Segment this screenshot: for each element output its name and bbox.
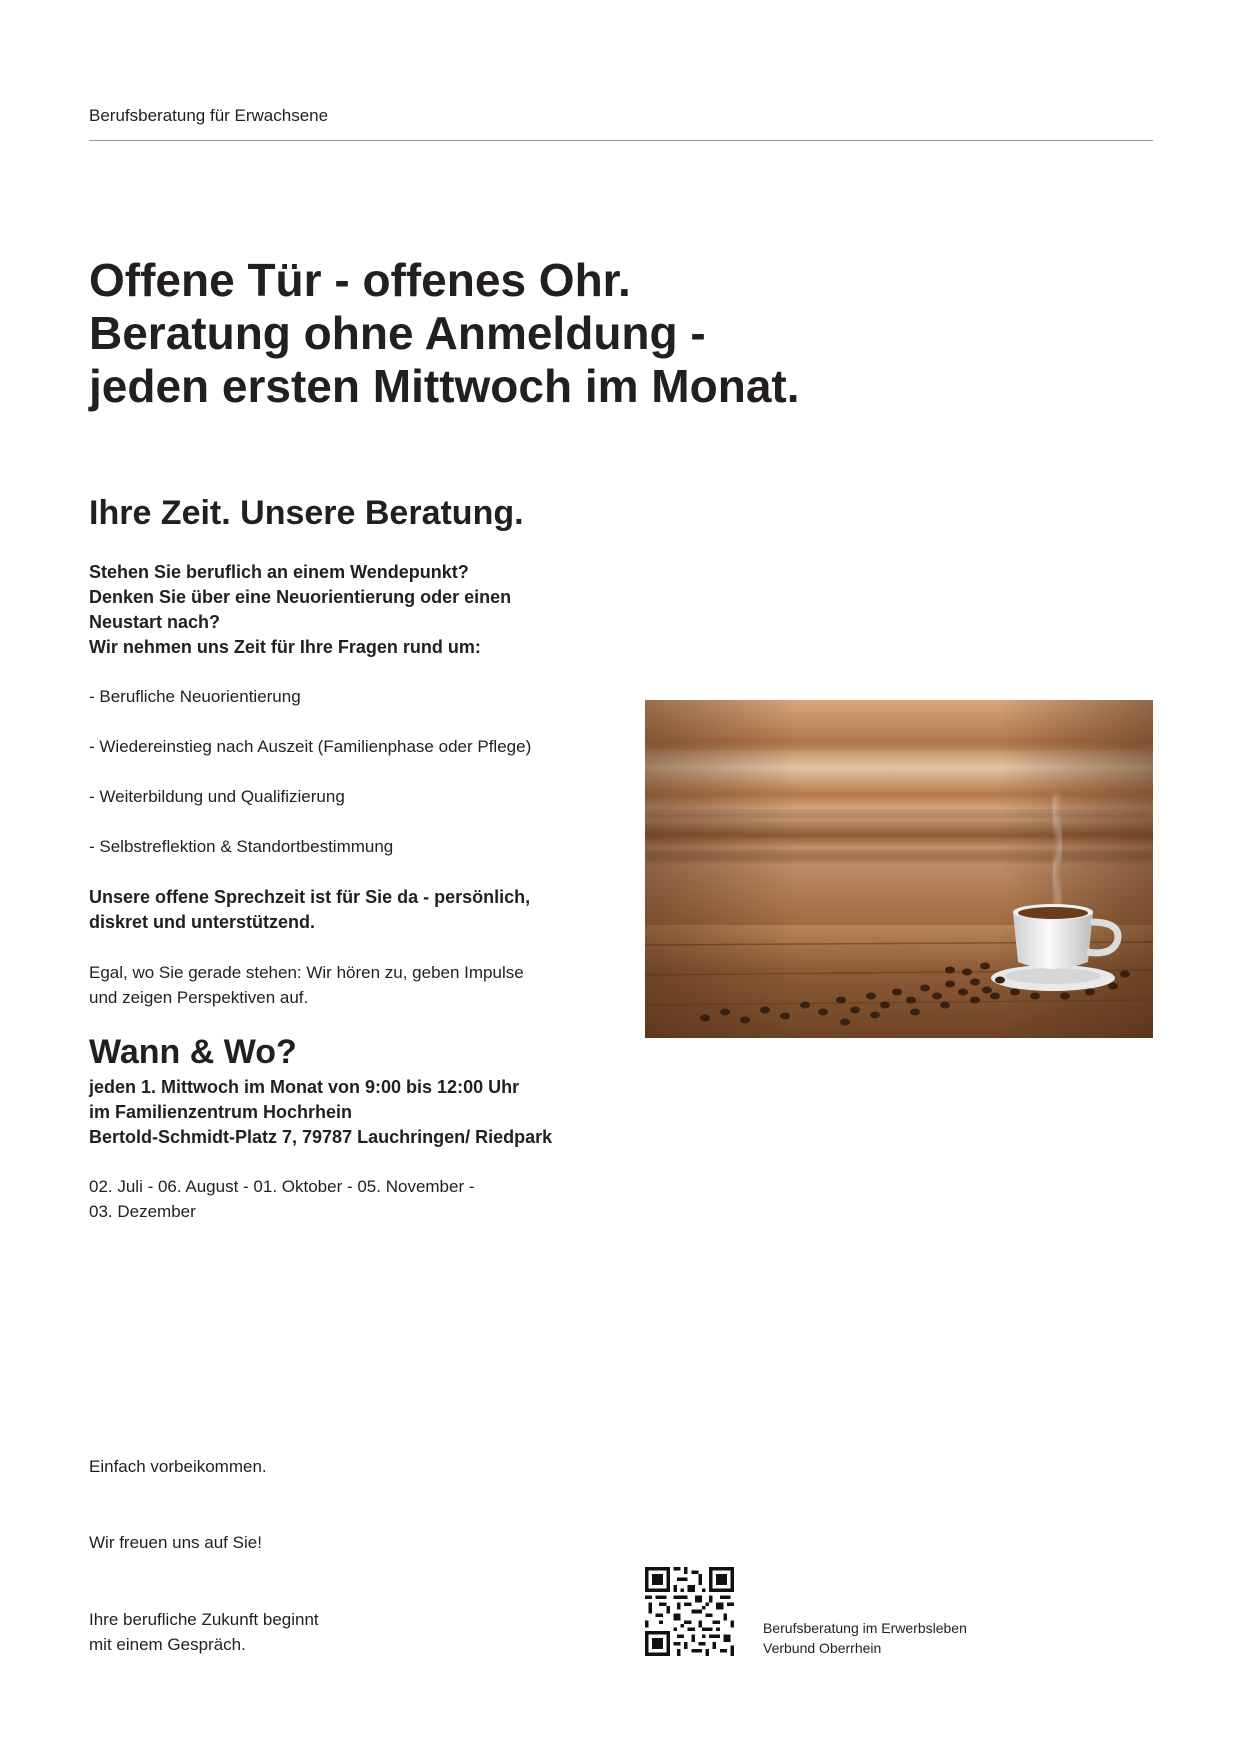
headline-line-1: Offene Tür - offenes Ohr. bbox=[89, 254, 631, 306]
topic-list bbox=[89, 684, 531, 884]
headline bbox=[89, 254, 800, 413]
topic-item: - Berufliche Neuorientierung bbox=[89, 687, 301, 706]
headline-line-2: Beratung ohne Anmeldung - bbox=[89, 307, 706, 359]
qr-code-icon[interactable] bbox=[645, 1567, 734, 1656]
dates-line-2: 03. Dezember bbox=[89, 1202, 196, 1221]
intro-line-2: Denken Sie über eine Neuorientierung oder einen bbox=[89, 587, 512, 607]
when-where-heading: Wann & Wo? bbox=[89, 1033, 297, 1071]
footer-organization bbox=[763, 1618, 967, 1658]
date-list bbox=[89, 1174, 475, 1224]
closing-line-2: Wir freuen uns auf Sie! bbox=[89, 1533, 262, 1552]
closing-line-1: Einfach vorbeikommen. bbox=[89, 1457, 267, 1476]
topic-item: - Wiedereinstieg nach Auszeit (Familienphase oder Pflege) bbox=[89, 737, 532, 756]
header-label: Berufsberatung für Erwachsene bbox=[89, 106, 329, 125]
when-where-details bbox=[89, 1075, 552, 1150]
impulse-text bbox=[89, 960, 524, 1010]
header-divider bbox=[89, 140, 1153, 141]
footer-org-line-2: Verbund Oberrhein bbox=[763, 1640, 882, 1656]
subheading: Ihre Zeit. Unsere Beratung. bbox=[89, 494, 524, 532]
impulse-line-1: Egal, wo Sie gerade stehen: Wir hören zu, geben Impulse bbox=[89, 963, 524, 982]
office-hours-text bbox=[89, 885, 530, 935]
closing-line-3b: mit einem Gespräch. bbox=[89, 1635, 246, 1654]
office-hours-line-2: diskret und unterstützend. bbox=[89, 912, 316, 932]
closing-line-3a: Ihre berufliche Zukunft beginnt bbox=[89, 1610, 319, 1629]
office-hours-line-1: Unsere offene Sprechzeit ist für Sie da - persönlich, bbox=[89, 887, 531, 907]
coffee-photo bbox=[645, 700, 1153, 1038]
topic-item: - Weiterbildung und Qualifizierung bbox=[89, 787, 345, 806]
dates-line-1: 02. Juli - 06. August - 01. Oktober - 05. November - bbox=[89, 1177, 475, 1196]
intro-text bbox=[89, 560, 511, 660]
when-where-time: jeden 1. Mittwoch im Monat von 9:00 bis 12:00 Uhr bbox=[89, 1077, 520, 1097]
footer-org-line-1: Berufsberatung im Erwerbsleben bbox=[763, 1620, 967, 1636]
intro-line-3: Neustart nach? bbox=[89, 612, 221, 632]
closing-line-3 bbox=[89, 1607, 319, 1657]
intro-line-4: Wir nehmen uns Zeit für Ihre Fragen rund um: bbox=[89, 637, 481, 657]
impulse-line-2: und zeigen Perspektiven auf. bbox=[89, 988, 309, 1007]
intro-line-1: Stehen Sie beruflich an einem Wendepunkt? bbox=[89, 562, 469, 582]
when-where-address: Bertold-Schmidt-Platz 7, 79787 Lauchringen/ Riedpark bbox=[89, 1127, 553, 1147]
when-where-venue: im Familienzentrum Hochrhein bbox=[89, 1102, 353, 1122]
headline-line-3: jeden ersten Mittwoch im Monat. bbox=[89, 360, 800, 412]
topic-item: - Selbstreflektion & Standortbestimmung bbox=[89, 837, 394, 856]
